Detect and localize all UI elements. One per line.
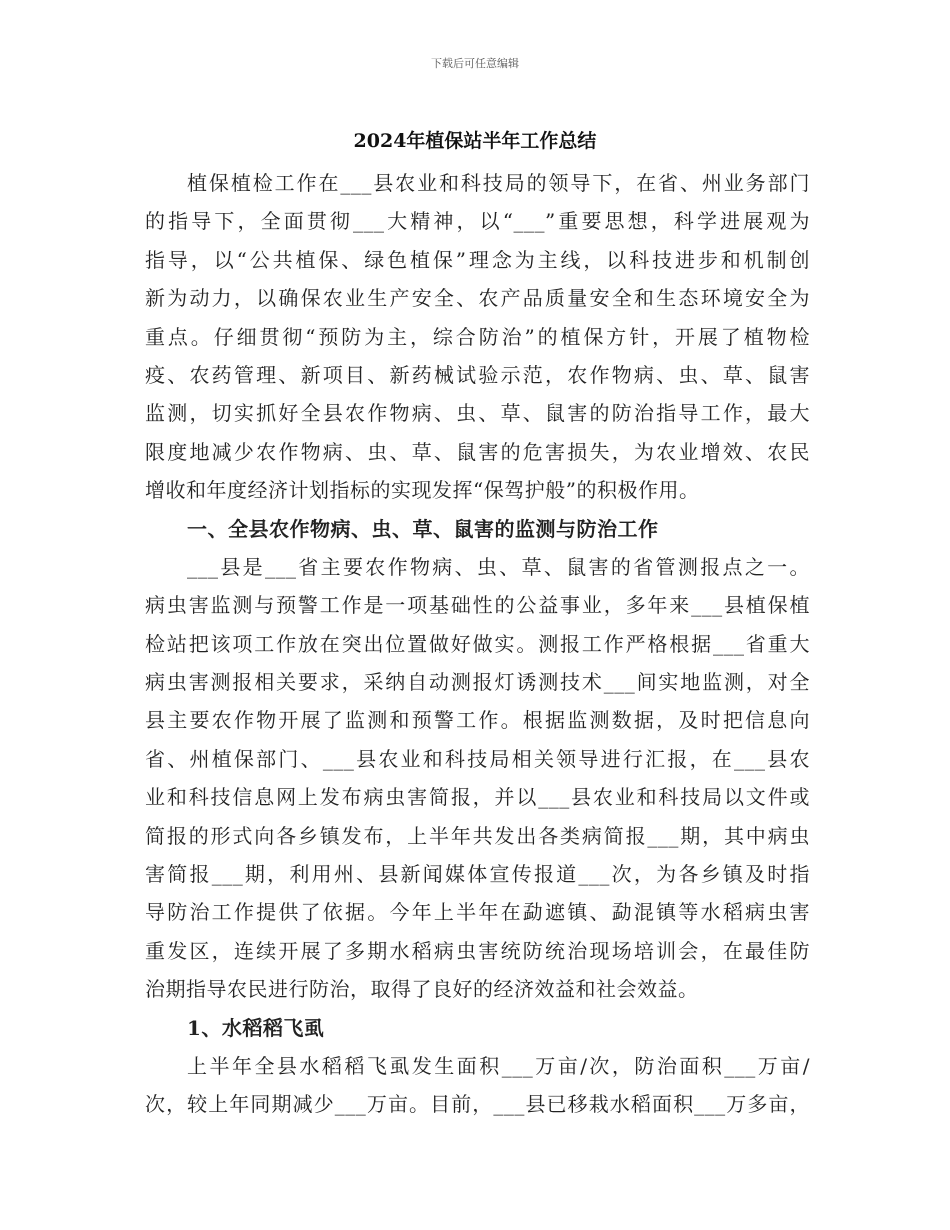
section-heading: 一、全县农作物病、虫、草、鼠害的监测与防治工作 xyxy=(187,516,659,541)
paragraph-line: 上半年全县水稻稻飞虱发生面积___万亩/次，防治面积___万亩/ xyxy=(187,1053,810,1078)
paragraph-line: 省、州植保部门、___县农业和科技局相关领导进行汇报，在___县农 xyxy=(145,746,810,771)
paragraph-line: 监测，切实抓好全县农作物病、虫、草、鼠害的防治指导工作，最大 xyxy=(145,401,810,426)
paragraph-line: 增收和年度经济计划指标的实现发挥“保驾护般”的积极作用。 xyxy=(145,478,700,503)
paragraph-line: 次，较上年同期减少___万亩。目前，___县已移栽水稻面积___万多亩， xyxy=(145,1092,810,1117)
paragraph-line: 害简报___期，利用州、县新闻媒体宣传报道___次，为各乡镇及时指 xyxy=(145,862,810,887)
paragraph-line: 重发区，连续开展了多期水稻病虫害统防统治现场培训会，在最佳防 xyxy=(145,938,810,963)
paragraph-line: 新为动力，以确保农业生产安全、农产品质量安全和生态环境安全为 xyxy=(145,286,810,311)
paragraph-line: 简报的形式向各乡镇发布，上半年共发出各类病简报___期，其中病虫 xyxy=(145,823,810,848)
document-title: 2024年植保站半年工作总结 xyxy=(353,130,597,152)
page-header-note: 下载后可任意编辑 xyxy=(431,57,519,70)
paragraph-line: 的指导下，全面贯彻___大精神，以“___”重要思想，科学进展观为 xyxy=(145,209,810,234)
section-heading: 1、水稻稻飞虱 xyxy=(187,1015,325,1040)
paragraph-line: ___县是___省主要农作物病、虫、草、鼠害的省管测报点之一。 xyxy=(187,554,810,579)
paragraph-line: 治期指导农民进行防治，取得了良好的经济效益和社会效益。 xyxy=(145,977,699,1002)
paragraph-line: 重点。仔细贯彻“预防为主，综合防治”的植保方针，开展了植物检 xyxy=(145,324,810,349)
paragraph-line: 限度地减少农作物病、虫、草、鼠害的危害损失，为农业增效、农民 xyxy=(145,439,810,464)
document-body xyxy=(145,164,810,1124)
paragraph-line: 导防治工作提供了依据。今年上半年在勐遮镇、勐混镇等水稻病虫害 xyxy=(145,900,810,925)
paragraph-line: 疫、农药管理、新项目、新药械试验示范，农作物病、虫、草、鼠害 xyxy=(145,362,810,387)
paragraph-line: 检站把该项工作放在突出位置做好做实。测报工作严格根据___省重大 xyxy=(145,631,810,656)
paragraph-line: 病虫害监测与预警工作是一项基础性的公益事业，多年来___县植保植 xyxy=(145,593,810,618)
paragraph-line: 县主要农作物开展了监测和预警工作。根据监测数据，及时把信息向 xyxy=(145,708,810,733)
paragraph-line: 业和科技信息网上发布病虫害简报，并以___县农业和科技局以文件或 xyxy=(145,785,810,810)
paragraph-line: 指导，以“公共植保、绿色植保”理念为主线，以科技进步和机制创 xyxy=(145,247,810,272)
paragraph-line: 植保植检工作在___县农业和科技局的领导下，在省、州业务部门 xyxy=(187,171,810,195)
paragraph-line: 病虫害测报相关要求，采纳自动测报灯诱测技术___间实地监测，对全 xyxy=(145,670,810,695)
